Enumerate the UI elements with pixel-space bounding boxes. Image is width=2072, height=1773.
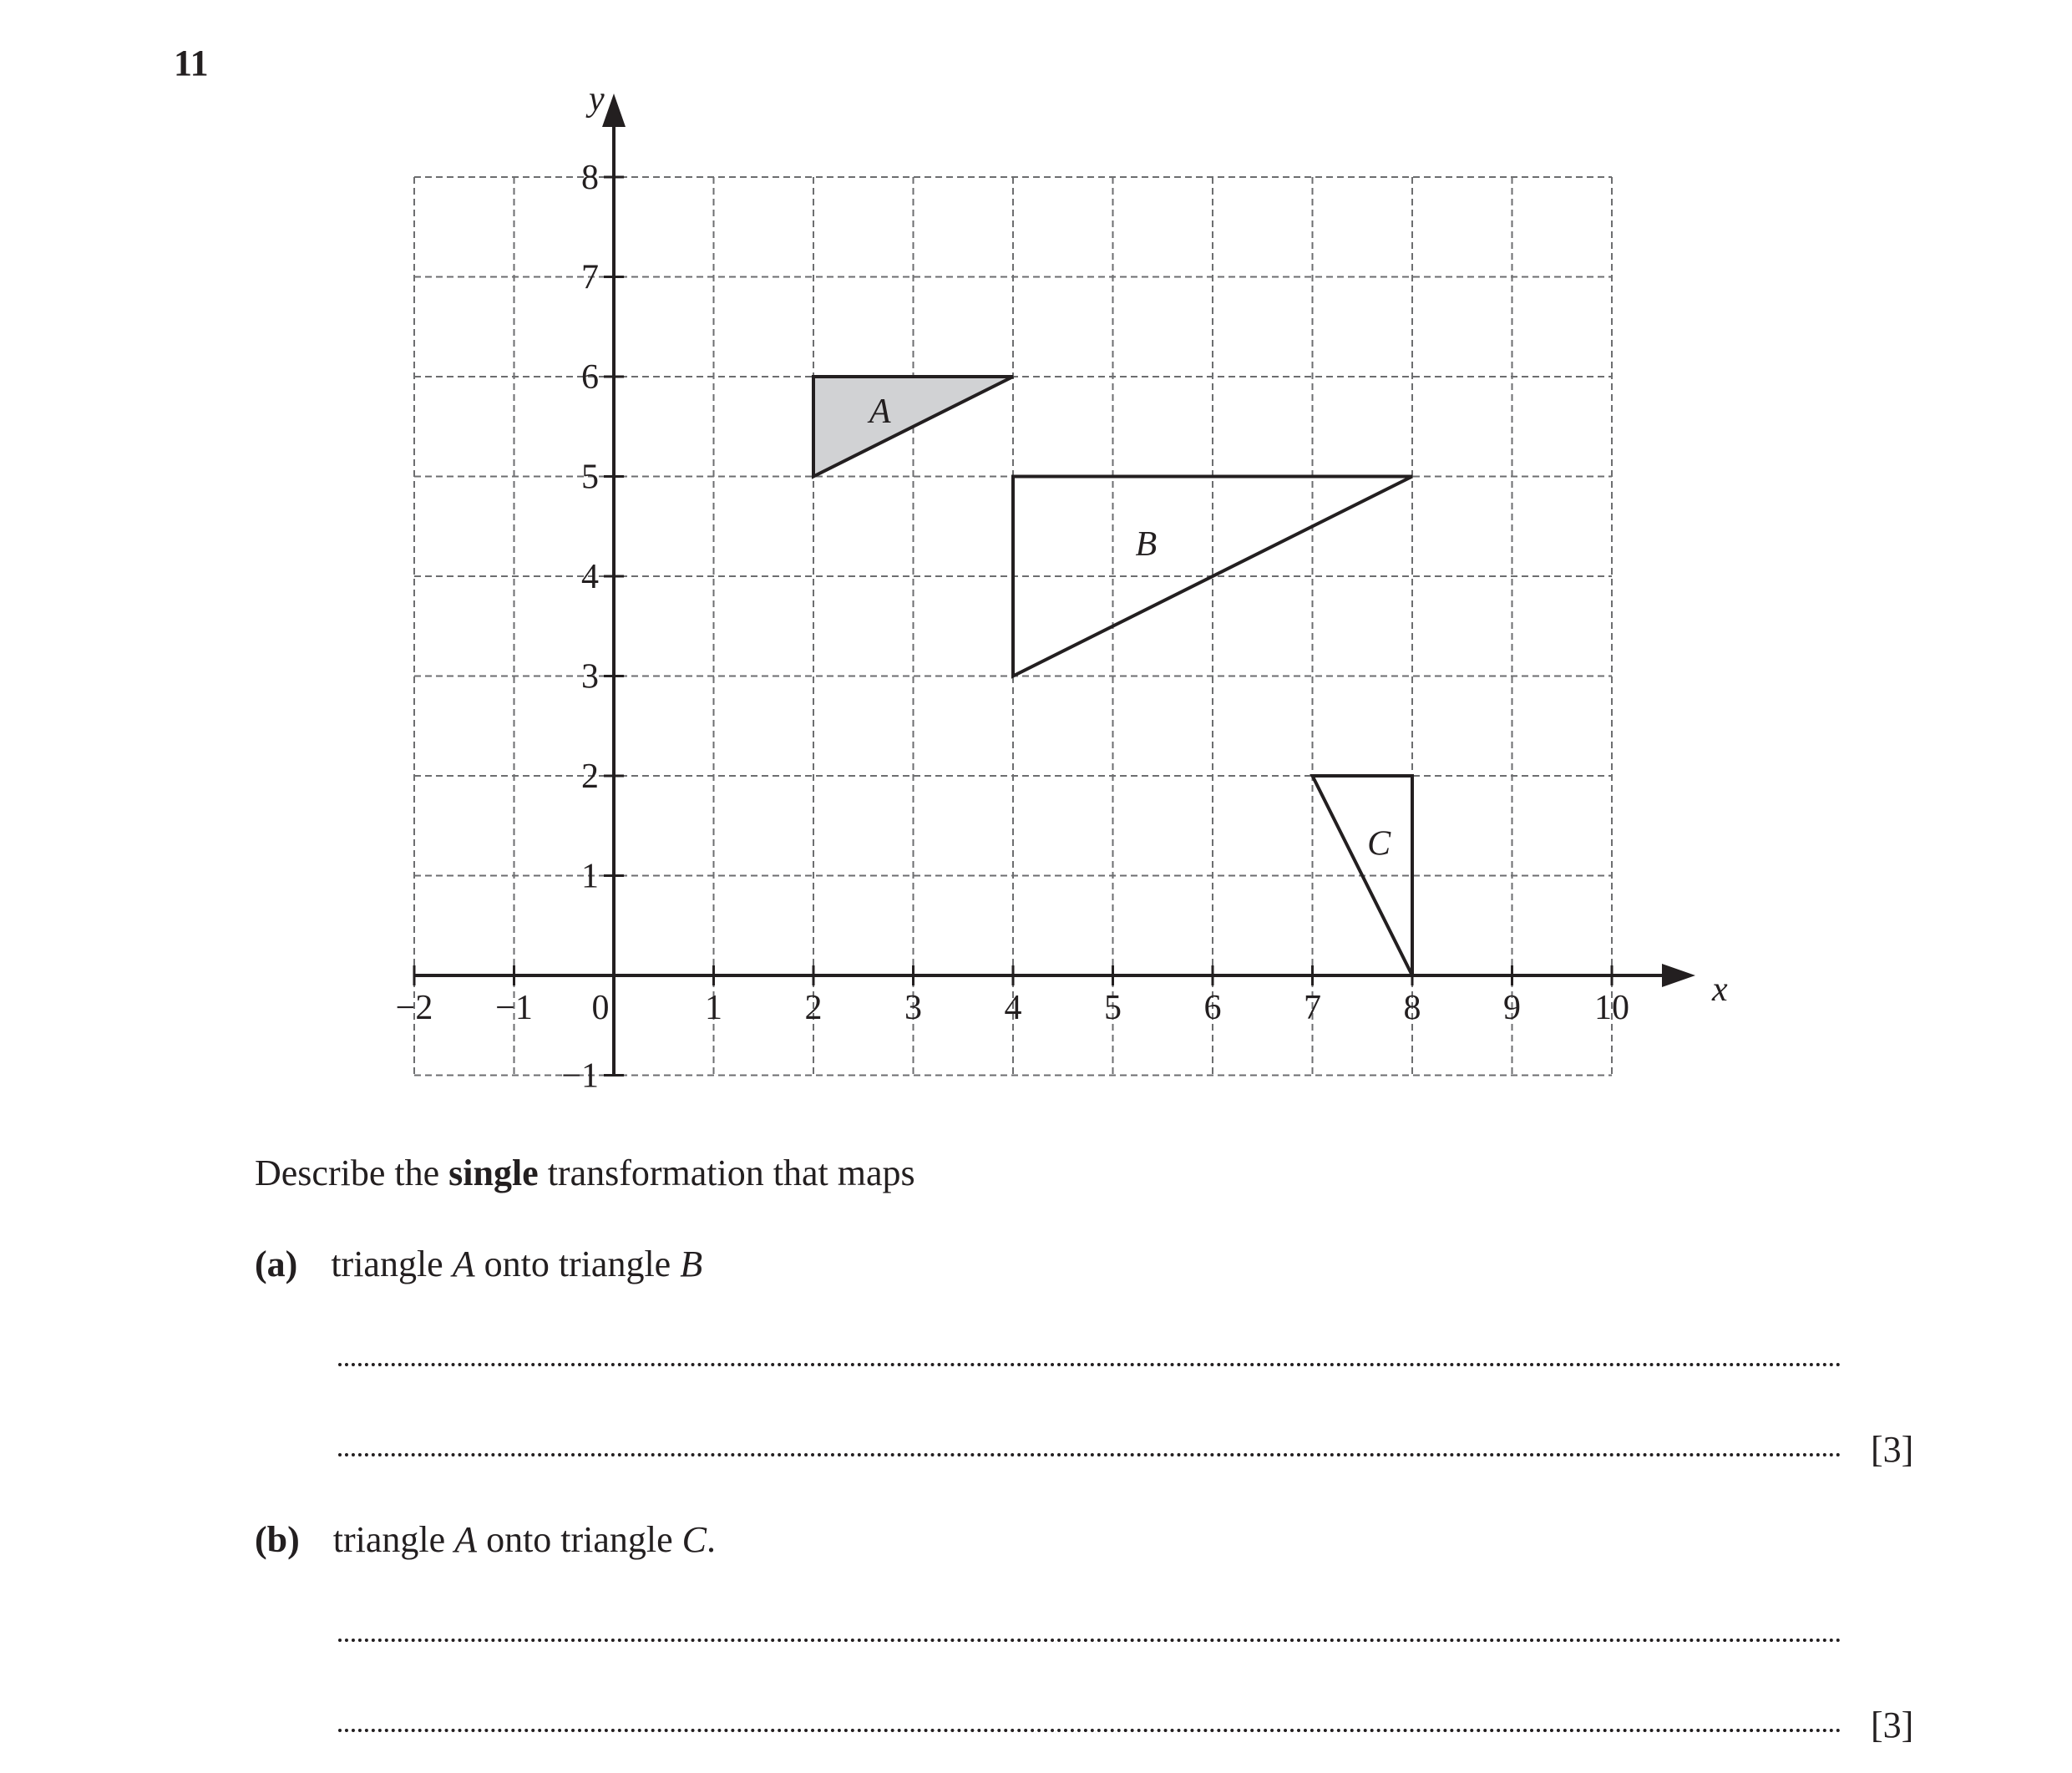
x-tick-label: 4 (1004, 989, 1022, 1027)
x-tick-label: 9 (1503, 989, 1521, 1027)
y-tick-label: 7 (581, 258, 599, 297)
answer-line-a1[interactable] (338, 1363, 1841, 1366)
x-tick-label: 7 (1304, 989, 1321, 1027)
question-number: 11 (174, 43, 209, 84)
y-tick-label: 8 (581, 159, 599, 197)
part-b-text-3: . (707, 1519, 717, 1560)
part-a-prompt (255, 1246, 702, 1283)
x-tick-label: 2 (804, 989, 823, 1027)
answer-line-a2[interactable] (338, 1453, 1841, 1456)
triangle-label-c: C (1367, 824, 1391, 864)
triangle-label-a: A (869, 392, 891, 431)
x-axis-label: x (1712, 970, 1728, 1009)
x-tick-label: 10 (1594, 989, 1629, 1027)
question-intro (255, 1152, 915, 1193)
x-tick-label: −1 (495, 989, 533, 1027)
y-tick-label: 4 (581, 558, 599, 596)
x-axis-arrow (1662, 964, 1695, 987)
part-b-text-2: onto triangle (477, 1519, 682, 1560)
intro-bold-word: single (448, 1152, 539, 1193)
y-tick-label: 5 (581, 458, 599, 497)
answer-line-b2[interactable] (338, 1729, 1841, 1732)
part-b-label: (b) (255, 1519, 300, 1560)
part-b-text-1: triangle (332, 1519, 455, 1560)
part-a-var-1: A (452, 1244, 475, 1284)
x-tick-label: 8 (1403, 989, 1421, 1027)
x-tick-label: 6 (1203, 989, 1222, 1027)
triangle-label-b: B (1135, 525, 1158, 565)
part-b-var-2: C (681, 1519, 707, 1560)
part-b-marks: [3] (1871, 1705, 1914, 1745)
x-tick-label: 3 (904, 989, 922, 1027)
part-a-marks: [3] (1871, 1429, 1914, 1470)
intro-text-2: transformation that maps (538, 1152, 915, 1193)
y-tick-label: 1 (581, 857, 599, 896)
intro-text-1: Describe the (255, 1152, 449, 1193)
x-tick-label: 1 (705, 989, 722, 1027)
y-tick-label: −1 (561, 1056, 599, 1096)
part-a-label: (a) (255, 1244, 298, 1284)
part-a-var-2: B (680, 1244, 703, 1284)
part-a-text-1: triangle (331, 1244, 453, 1284)
answer-line-b1[interactable] (338, 1639, 1841, 1642)
x-tick-label: −2 (395, 989, 433, 1027)
x-tick-label: 0 (591, 989, 610, 1027)
x-tick-label: 5 (1104, 989, 1122, 1027)
y-tick-label: 2 (581, 757, 599, 796)
part-a-text-2: onto triangle (474, 1244, 681, 1284)
part-b-prompt (255, 1519, 717, 1560)
part-b-var-1: A (454, 1519, 478, 1560)
y-tick-label: 6 (581, 358, 599, 397)
y-axis-arrow (602, 94, 626, 127)
y-axis-label: y (589, 80, 605, 119)
y-tick-label: 3 (581, 657, 599, 697)
